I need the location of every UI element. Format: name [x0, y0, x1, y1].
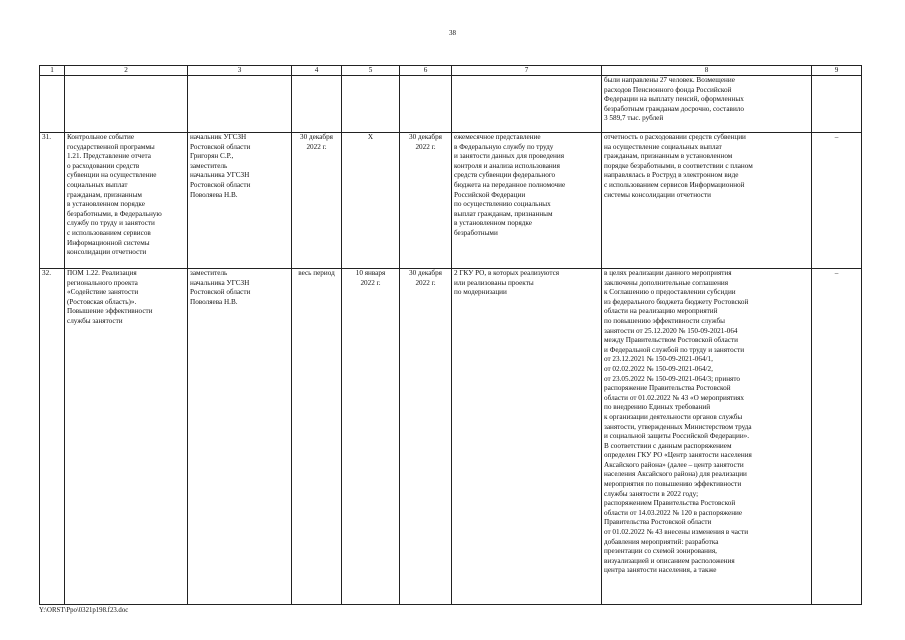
note-cell: – [812, 269, 862, 605]
file-path-footer: Y:\ORST\Ppo\0321p198.f23.doc [39, 607, 129, 614]
header-cell-1: 1 [40, 66, 65, 76]
table-row-continuation [40, 76, 862, 133]
empty-cell [452, 76, 602, 133]
responsible-cell: начальник УГСЗН Ростовской области Григорян С.Р., заместитель начальника УГСЗН Ростовской области Поволяева Н.В. [188, 133, 292, 269]
result-cell: ежемесячное представление в Федеральную службу по труду и занятости данных для проведения контроля и анализа использования средств субвенции федерального бюджета на переданное полномочие Российской Федерации по осуществлению социальных выплат гражданам, признанным в установленном порядке безработными [452, 133, 602, 269]
end-date-cell: 30 декабря 2022 г. [400, 269, 452, 605]
note-cell: – [812, 133, 862, 269]
empty-cell [812, 76, 862, 133]
event-name-cell: Контрольное событие государственной программы 1.21. Представление отчета о расходовании средств субвенции на осуществление социальных выплат гражданам, признанным в установленном порядке безработными, в Федеральную службу по труду и занятости с использованием сервисов Информационной системы консолидации отчетности [65, 133, 188, 269]
header-cell-7: 7 [452, 66, 602, 76]
plan-date-cell: весь период [292, 269, 342, 605]
row-number: 32. [40, 269, 65, 605]
report-table [39, 65, 862, 605]
header-cell-4: 4 [292, 66, 342, 76]
empty-cell [65, 76, 188, 133]
info-cell: в целях реализации данного мероприятия заключены дополнительные соглашения к Соглашению о предоставлении субсидии из федерального бюджета бюджету Ростовской области на реализацию мероприятий по повышению эффективности службы занятости от 25.12.2020 № 150-09-2021-064 между Правительством Ростовской области и Федеральной службой по труду и занятости от 23.12.2021 № 150-09-2021-064/1, от 02.02.2022 № 150-09-2021-064/2, от 23.05.2022 № 150-09-2021-064/3; принято распоряжение Правительства Ростовской области от 01.02.2022 № 43 «О мероприятиях по внедрению Единых требований к организации деятельности органов службы занятости, утвержденных Министерством труда и социальной защиты Российской Федерации». В соответствии с данным распоряжением определен ГКУ РО «Центр занятости населения Аксайского района» (далее – центр занятости населения Аксайского района) для реализации мероприятия по повышению эффективности службы занятости в 2022 году; распоряжением Правительства Ростовской области от 14.03.2022 № 120 в распоряжение Правительства Ростовской области от 01.02.2022 № 43 внесены изменения в части добавления мероприятий: разработка презентации со схемой зонирования, визуализацией и описанием расположения центра занятости населения, а также [602, 269, 812, 605]
result-cell: 2 ГКУ РО, в которых реализуются или реализованы проекты по модернизации [452, 269, 602, 605]
page-number: 38 [449, 29, 456, 37]
start-date-cell: Х [342, 133, 400, 269]
header-cell-2: 2 [65, 66, 188, 76]
empty-cell [40, 76, 65, 133]
info-cell: отчетность о расходовании средств субвенции на осуществление социальных выплат гражданам, признанным в установленном порядке безработными, в соответствии с планом направлялась в Роструд в электронном виде с использованием сервисов Информационной системы консолидации отчетности [602, 133, 812, 269]
header-cell-6: 6 [400, 66, 452, 76]
empty-cell [400, 76, 452, 133]
start-date-cell: 10 января 2022 г. [342, 269, 400, 605]
header-cell-5: 5 [342, 66, 400, 76]
event-name-cell: ПОМ 1.22. Реализация регионального проекта «Содействие занятости (Ростовская область)». Повышение эффективности службы занятости [65, 269, 188, 605]
header-cell-3: 3 [188, 66, 292, 76]
empty-cell [292, 76, 342, 133]
continuation-info-cell: были направлены 27 человек. Возмещение расходов Пенсионного фонда Российской Федерации на выплату пенсий, оформленных безработным гражданам досрочно, составило 3 589,7 тыс. рублей [602, 76, 812, 133]
table-row [40, 269, 862, 605]
end-date-cell: 30 декабря 2022 г. [400, 133, 452, 269]
header-cell-9: 9 [812, 66, 862, 76]
table-row [40, 133, 862, 269]
empty-cell [188, 76, 292, 133]
plan-date-cell: 30 декабря 2022 г. [292, 133, 342, 269]
row-number: 31. [40, 133, 65, 269]
table-header-row [40, 66, 862, 76]
header-cell-8: 8 [602, 66, 812, 76]
empty-cell [342, 76, 400, 133]
responsible-cell: заместитель начальника УГСЗН Ростовской области Поволяева Н.В. [188, 269, 292, 605]
